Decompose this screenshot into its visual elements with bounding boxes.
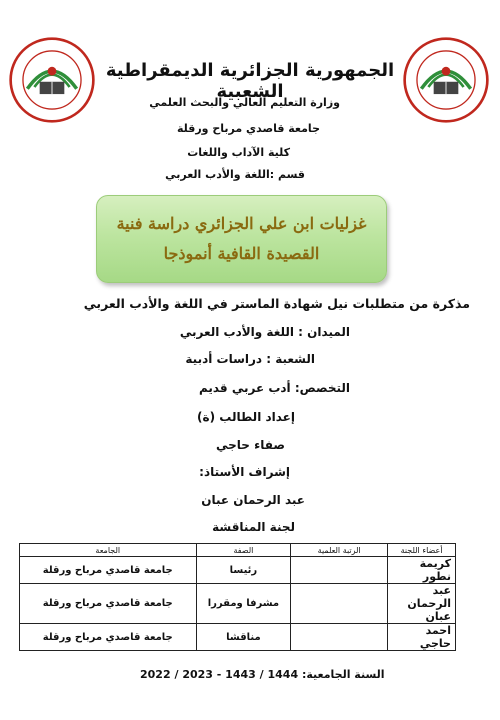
member-university: جامعة قاصدي مرباح ورقلة (20, 557, 197, 584)
branch-line: الشعبة : دراسات أدبية (185, 352, 315, 366)
committee-title: لجنة المناقشة (212, 520, 295, 534)
table-row (20, 624, 456, 651)
university-line: جامعة قاصدي مرباح ورقلة (176, 122, 320, 135)
supervisor-label: إشراف الأستاذ: (199, 465, 290, 479)
header-role: الصفة (196, 544, 291, 557)
member-role: مشرفا ومقررا (196, 584, 291, 624)
header-university: الجامعة (20, 544, 197, 557)
member-name: عبد الرحمان عبان (388, 584, 456, 624)
member-rank (291, 557, 388, 584)
jury-table (19, 543, 456, 651)
thesis-title-line-2: القصيدة القافية أنموذجا (163, 244, 320, 263)
thesis-title-box (96, 195, 387, 283)
table-row (20, 584, 456, 624)
memo-statement: مذكرة من متطلبات نيل شهادة الماستر في اللغة والأدب العربي (83, 296, 470, 311)
prepared-by-line: إعداد الطالب (ة) (197, 410, 295, 424)
member-role: مناقشا (196, 624, 291, 651)
member-rank (291, 624, 388, 651)
field-line: الميدان : اللغة والأدب العربي (179, 325, 350, 339)
faculty-line: كلية الآداب واللغات (187, 146, 290, 159)
specialty-line: التخصص: أدب عربي قديم (198, 381, 350, 395)
header-members: أعضاء اللجنة (388, 544, 456, 557)
member-name: كريمة نطور (388, 557, 456, 584)
member-name: احمد حاجي (388, 624, 456, 651)
republic-heading: الجمهورية الجزائرية الديمقراطية الشعبية (105, 60, 395, 102)
member-rank (291, 584, 388, 624)
student-name: صفاء حاجي (216, 438, 285, 452)
member-university: جامعة قاصدي مرباح ورقلة (20, 624, 197, 651)
thesis-title-line-1: غزليات ابن علي الجزائري دراسة فنية (116, 214, 367, 233)
table-row (20, 557, 456, 584)
academic-year: السنة الجامعية: 1444 / 1443 - 2023 / 2022 (140, 668, 385, 681)
supervisor-name: عبد الرحمان عبان (201, 493, 305, 507)
department-line: قسم :اللغة والأدب العربي (165, 168, 305, 181)
member-role: رئيسا (196, 557, 291, 584)
member-university: جامعة قاصدي مرباح ورقلة (20, 584, 197, 624)
ministry-line: وزارة التعليم العالي والبحث العلمي (149, 96, 340, 109)
university-logo-left (8, 36, 96, 124)
header-rank: الرتبة العلمية (291, 544, 388, 557)
jury-table-header (20, 544, 456, 557)
university-logo-right (402, 36, 490, 124)
